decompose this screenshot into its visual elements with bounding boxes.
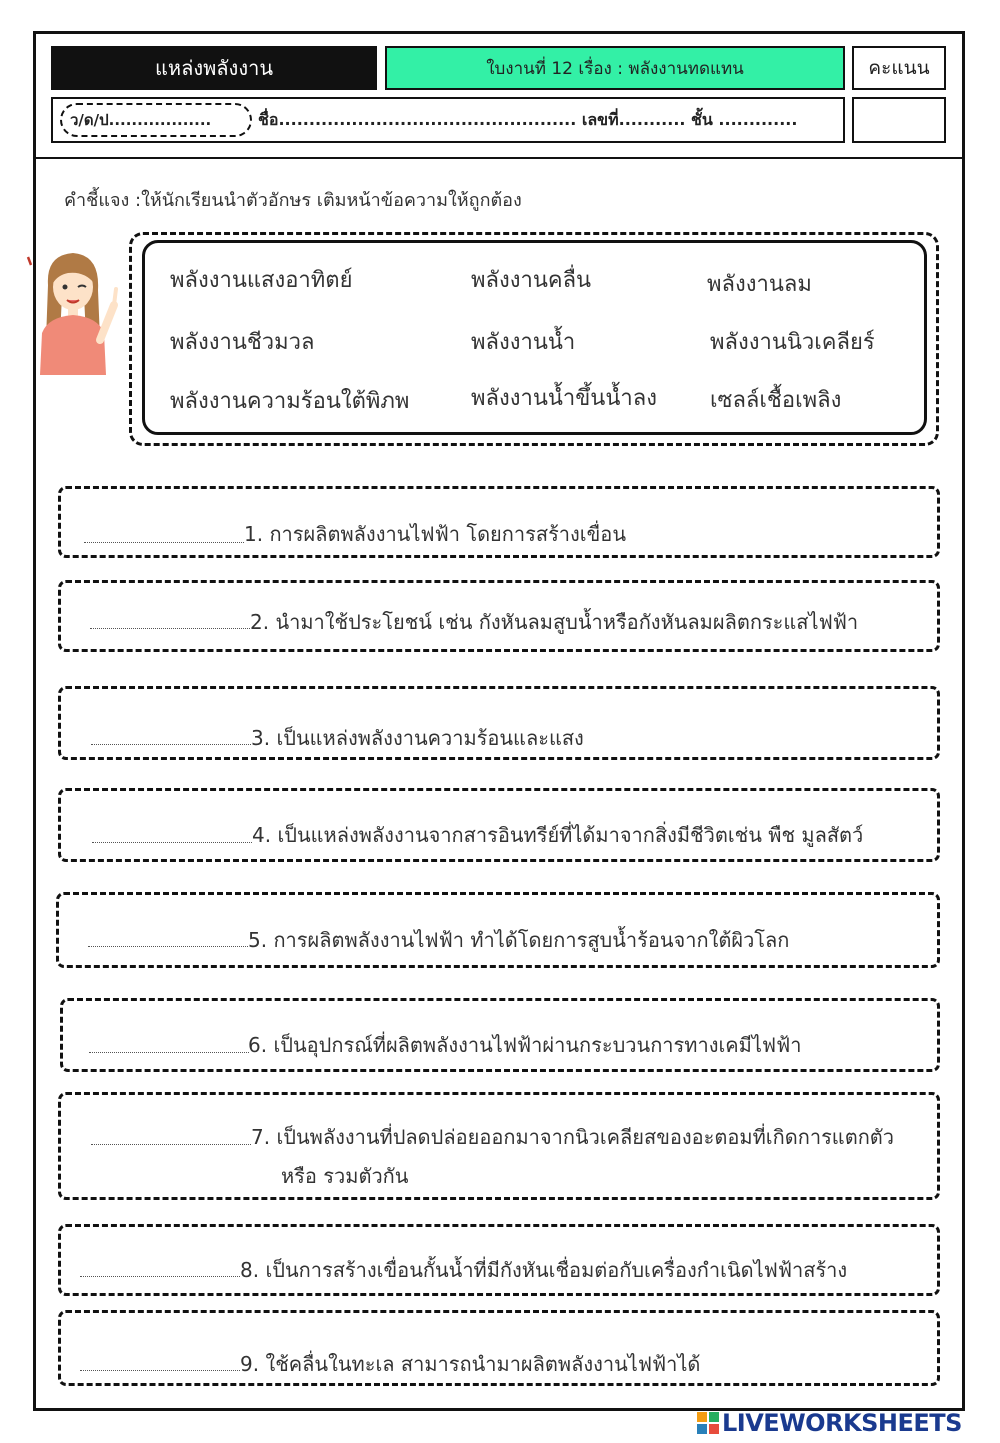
question-text-4: 4. เป็นแหล่งพลังงานจากสารอินทรีย์ที่ได้มาจากสิ่งมีชีวิตเช่น พืช มูลสัตว์ [252,823,864,847]
answer-blank-6[interactable] [89,1052,249,1053]
student-info-line: ชื่อ................................................. เลขที่........... ชั้น ............. [258,110,798,129]
score-label: คะแนน [852,46,946,90]
word-bank-item: พลังงานแสงอาทิตย์ [170,268,353,293]
question-text-2: 2. นำมาใช้ประโยชน์ เช่น กังหันลมสูบน้ำหรือกังหันลมผลิตกระแสไฟฟ้า [250,610,859,634]
question-text-7: 7. เป็นพลังงานที่ปลดปล่อยออกมาจากนิวเคลียสของอะตอมที่เกิดการแตกตัว [251,1125,895,1149]
word-bank-item: พลังงานนิวเคลียร์ [710,330,875,355]
question-text-6: 6. เป็นอุปกรณ์ที่ผลิตพลังงานไฟฟ้าผ่านกระบวนการทางเคมีไฟฟ้า [248,1033,802,1057]
question-text-1: 1. การผลิตพลังงานไฟฟ้า โดยการสร้างเขื่อน [244,522,626,546]
answer-blank-2[interactable] [90,628,250,629]
question-text-7-cont: หรือ รวมตัวกัน [281,1164,409,1188]
answer-blank-3[interactable] [91,744,251,745]
indicator-badge: ว/ด/ป.................. [60,103,252,137]
liveworksheets-logo-icon [697,1412,719,1434]
question-text-3: 3. เป็นแหล่งพลังงานความร้อนและแสง [251,726,584,750]
answer-blank-8[interactable] [80,1276,240,1277]
word-bank-item: พลังงานลม [707,272,812,297]
word-bank-item: พลังงานน้ำ [471,330,576,355]
word-bank-item: พลังงานความร้อนใต้พิภพ [170,389,410,414]
answer-blank-5[interactable] [88,946,248,947]
word-bank-item: เซลล์เชื้อเพลิง [710,388,842,413]
header-divider [36,157,962,159]
word-bank-item: พลังงานน้ำขึ้นน้ำลง [471,386,657,411]
answer-blank-9[interactable] [80,1370,240,1371]
word-bank-item: พลังงานชีวมวล [170,330,315,355]
word-bank-item: พลังงานคลื่น [471,268,592,293]
answer-blank-1[interactable] [84,542,244,543]
question-text-8: 8. เป็นการสร้างเขื่อนกั้นน้ำที่มีกังหันเชื่อมต่อกับเครื่องกำเนิดไฟฟ้าสร้าง [240,1258,848,1282]
liveworksheets-logo-text: LIVEWORKSHEETS [722,1409,962,1437]
answer-blank-7[interactable] [91,1144,251,1145]
girl-pointing-illustration [18,245,128,375]
score-box[interactable] [852,97,946,143]
question-text-5: 5. การผลิตพลังงานไฟฟ้า ทำได้โดยการสูบน้ำร้อนจากใต้ผิวโลก [248,928,790,952]
instruction-text: คำชี้แจง :ให้นักเรียนนำตัวอักษร เติมหน้าข้อความให้ถูกต้อง [64,190,522,211]
liveworksheets-logo [697,1408,962,1438]
topic-banner: แหล่งพลังงาน [51,46,377,90]
worksheet-title: ใบงานที่ 12 เรื่อง : พลังงานทดแทน [385,46,845,90]
question-text-9: 9. ใช้คลื่นในทะเล สามารถนำมาผลิตพลังงานไฟฟ้าได้ [240,1352,701,1376]
answer-blank-4[interactable] [92,842,252,843]
